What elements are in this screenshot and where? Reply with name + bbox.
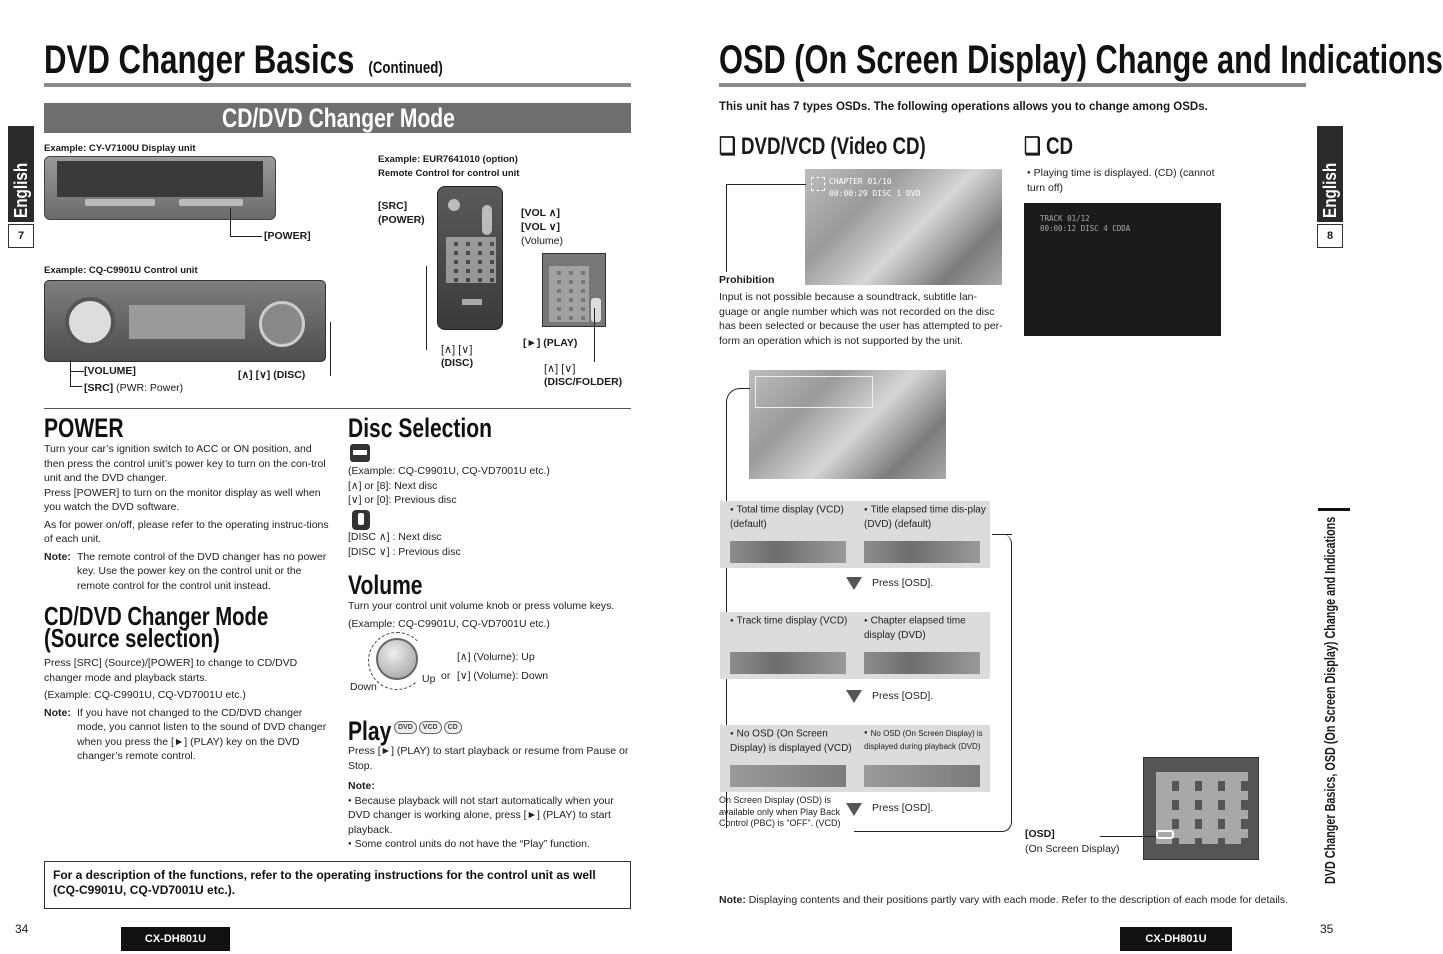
example-control-label: Example: CQ-C9901U Control unit [44,265,198,276]
mode-paragraph-1: Press [SRC] (Source)/[POWER] to change to CD/DVD changer mode and playback starts. [44,657,298,684]
volume-callout: [VOLUME] [84,365,136,377]
model-badge-left: CX-DH801U [121,927,230,951]
prohibition-text: Input is not possible because a soundtrack, subtitle lan-guage or angle number which was not recorded on the disc has been selected or because the user has attempted to per-form an operation which is not supported by the unit. [719,291,1003,347]
prohibition-icon [811,177,825,191]
language-tab-label-right: English [1320,162,1340,218]
disc-callout: [∧] [∨] (DISC) [238,369,306,381]
osd-key-desc: (On Screen Display) [1025,843,1120,855]
power-callout-line [230,208,231,236]
volume-up-text: [∧] (Volume): Up [457,651,535,663]
power-paragraph-1: Turn your car’s ignition switch to ACC or ON position, and then press the control unit’s power key to turn on the con-trol unit and the DVD changer. [44,443,326,484]
power-section [44,442,329,593]
title-rule-right [719,83,1306,87]
power-paragraph-3: As for power on/off, please refer to the operating instruc-tions of each unit. [44,518,329,545]
control-unit-icon [350,444,370,462]
volume-heading: Volume [348,570,423,600]
side-rule [1318,508,1350,511]
example-remote-label-1: Example: EUR7641010 (option) [378,154,518,165]
knob-down-label: Down [350,681,377,693]
osd-button-icon [1156,830,1174,839]
pbc-note: On Screen Display (OSD) is available only when Play Back Control (PBC) is “OFF”. (VCD) [719,795,841,828]
play-badges [392,721,462,734]
remote-folder-keys-callout: [∧] [∨] [544,363,576,375]
flow-loop-top [992,534,1012,535]
src-callout: [SRC] (PWR: Power) [84,382,184,394]
right-note: Note: Displaying contents and their positions partly vary with each mode. Refer to the description of each mode for details. [719,894,1289,906]
language-tab-right [1317,126,1343,222]
dvd-osd-screen: CHAPTER 01/10 00:00:29 DISC 1 DVD [805,169,1002,285]
volume-text: Turn your control unit volume knob or press volume keys. (Example: CQ-C9901U, CQ-VD7001U etc.) [348,600,615,630]
volume-down-text: [∨] (Volume): Down [457,670,549,682]
osd-row-3: ● No OSD (On Screen Display) is displayed (VCD) ● No OSD (On Screen Display) is displayed during playback (DVD) [720,725,990,792]
osd-flow-screen [749,370,946,479]
power-note: Note: The remote control of the DVD changer has no power key. Use the power key on the control unit or the remote control for the control unit instead. [44,550,327,592]
intro-text: This unit has 7 types OSDs. The following operations allows you to change among OSDs. [719,101,1208,113]
language-tab-label: English [11,162,31,218]
model-badge-right: CX-DH801U [1120,927,1232,951]
play-note-1: ● Because playback will not start automatically when your DVD changer is working alone, press [►] (PLAY) to start playback. [348,794,632,838]
cd-bullet: ● Playing time is displayed. (CD) (cannot turn off) [1027,166,1223,195]
cd-osd-screen: TRACK 01/12 00:00:12 DISC 4 CDDA [1024,203,1221,336]
remote-disc-callout: (DISC) [441,357,474,369]
prohibition-label: Prohibition [719,274,775,286]
press-osd-1: Press [OSD]. [872,577,934,589]
section-banner: CD/DVD Changer Mode [44,103,631,133]
page-tab-right: 8 [1317,224,1343,248]
remote-illustration [437,186,503,330]
remote-power-callout: (POWER) [378,214,425,226]
knob-up-label: Up [422,673,436,685]
press-osd-3: Press [OSD]. [872,802,934,814]
power-callout: [POWER] [264,230,311,242]
language-tab-left [8,126,34,222]
dvd-vcd-heading: ❏ DVD/VCD (Video CD) [719,133,926,160]
play-note-2: ● Some control units do not have the “Play” function. [348,837,632,852]
remote-vol-down-callout: [VOL ∨] [521,221,560,233]
dvd-badge: DVD [394,721,417,734]
remote-vol-up-callout: [VOL ∧] [521,207,560,219]
flow-loop-line [854,534,1012,832]
control-unit-illustration [44,280,326,362]
disc-selection-text-1: (Example: CQ-C9901U, CQ-VD7001U etc.) [∧] or [8]: Next disc [∨] or [0]: Previous disc [348,465,550,506]
mode-section [44,656,329,764]
example-display-label: Example: CY-V7100U Display unit [44,143,196,154]
mode-paragraph-2: (Example: CQ-C9901U, CQ-VD7001U etc.) [44,689,246,701]
disc-selection-text-2: [DISC ∧] : Next disc [DISC ∨] : Previous disc [348,531,461,558]
remote-disc-keys-callout: [∧] [∨] [441,344,473,356]
cd-badge: CD [444,721,462,734]
osd-row-1: ● Total time display (VCD) (default) ● Title elapsed time dis-play (DVD) (default) [720,501,990,568]
page-title-left: DVD Changer Basics (Continued) [44,38,443,82]
title-rule-left [44,83,631,87]
page-title-right: OSD (On Screen Display) Change and Indications [719,38,1443,82]
power-paragraph-2: Press [POWER] to turn on the monitor display as well when you watch the DVD software. [44,486,321,513]
remote-play-callout: [►] (PLAY) [523,337,578,349]
section-divider-left [44,408,631,409]
remote-folder-callout: (DISC/FOLDER) [544,376,623,388]
cd-heading: ❏ CD [1024,133,1074,160]
disc-selection-heading: Disc Selection [348,413,492,443]
page-number-left: 34 [15,922,29,936]
osd-remote-illustration [1143,757,1259,860]
remote-icon [352,510,370,530]
vcd-badge: VCD [419,721,442,734]
play-section: Press [►] (PLAY) to start playback or resume from Pause or Stop. Note: ● Because playback will not start automatically when your DVD changer is working alone, press [►] (PLAY) to start playback. ● Some control units do not have the “Play” function. [348,744,632,852]
page-tab-left: 7 [8,224,34,248]
press-osd-2: Press [OSD]. [872,690,934,702]
mode-heading: CD/DVD Changer Mode (Source selection) [44,601,269,653]
page-number-right: 35 [1320,922,1334,936]
remote-src-callout: [SRC] [378,200,408,212]
osd-row-2: ● Track time display (VCD) ● Chapter elapsed time display (DVD) [720,612,990,679]
volume-or: or [441,670,451,682]
osd-key-callout: [OSD] [1025,828,1055,840]
continued-label: (Continued) [368,58,443,77]
remote-volume-callout: (Volume) [521,235,564,247]
display-unit-illustration [44,156,276,220]
remote-closeup-illustration [542,253,606,327]
side-title: DVD Changer Basics, OSD (On Screen Display) Change and Indications [1322,516,1339,884]
bottom-info-box: For a description of the functions, refer to the operating instructions for the control unit as well (CQ-C9901U, CQ-VD7001U etc.). [44,861,631,909]
example-remote-label-2: Remote Control for control unit [378,168,520,179]
mode-note: Note: If you have not changed to the CD/DVD changer mode, you cannot listen to the sound of DVD changer when you press the [►] (PLAY) key on the DVD changer’s remote control. [44,706,327,762]
play-heading: Play [348,716,392,746]
power-heading: POWER [44,413,124,443]
